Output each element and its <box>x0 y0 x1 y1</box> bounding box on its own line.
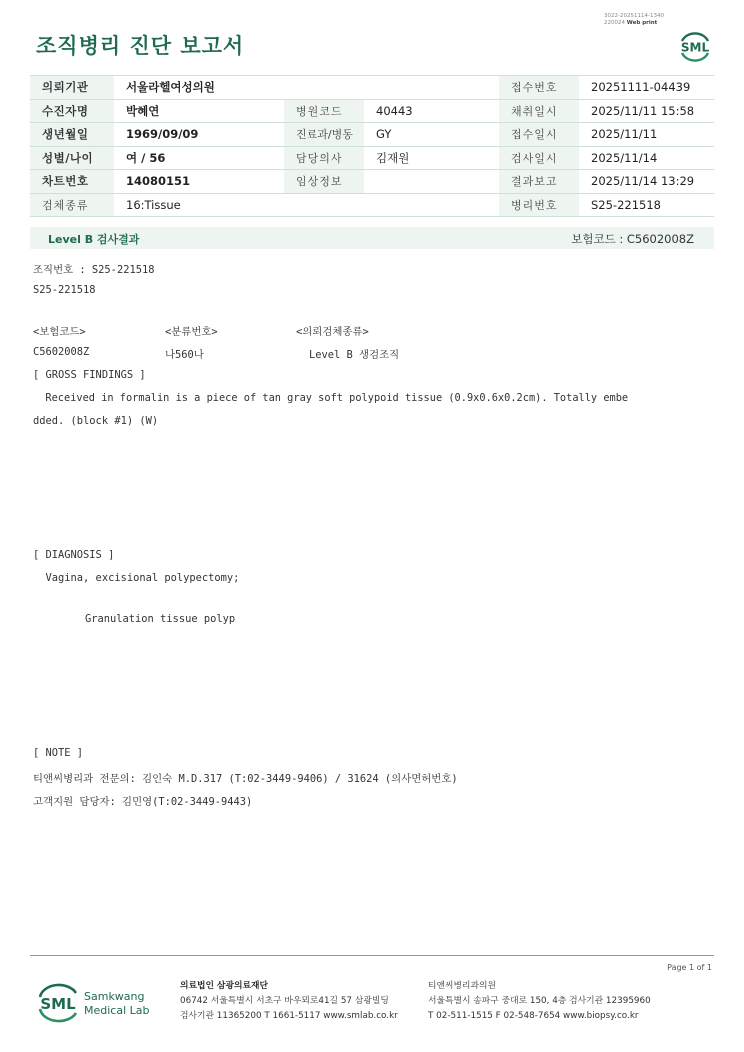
insurance-code: 보험코드 : C5602008Z <box>571 232 694 246</box>
svg-text:Samkwang: Samkwang <box>84 990 145 1003</box>
note-line1: 티앤씨병리과 전문의: 김인숙 M.D.317 (T:02-3449-9406) / 31624 (의사면허번호) <box>33 773 458 785</box>
col-header-specimen-type: <의뢰검체종류> <box>296 326 369 338</box>
gross-findings-line2: dded. (block #1) (W) <box>33 415 159 427</box>
gross-findings-heading: [ GROSS FINDINGS ] <box>33 369 146 381</box>
svg-text:Medical Lab: Medical Lab <box>84 1004 150 1017</box>
gross-findings-line1: Received in formalin is a piece of tan gray soft polypoid tissue (0.9x0.6x0.2cm). Totally embe <box>33 392 629 404</box>
table-row: 성별/나이 여 / 56 담당의사 김재원 검사일시 2025/11/14 <box>30 146 714 170</box>
sml-logo-icon <box>676 27 714 63</box>
lab-info-tnc: 티앤씨병리과의원 서울특별시 송파구 중대로 150, 4층 검사기관 12395960 T 02-511-1515 F 02-548-7654 www.biopsy.co.kr <box>428 981 651 1021</box>
result-section-header <box>30 227 714 249</box>
page-number: Page 1 of 1 <box>667 963 712 972</box>
table-row: 차트번호 14080151 임상정보 결과보고 2025/11/14 13:29 <box>30 170 714 194</box>
tissue-number-line: 조직번호 : S25-221518 <box>33 264 155 276</box>
table-row: 의뢰기관 서울라헬여성의원 접수번호 20251111-04439 <box>30 76 714 100</box>
patient-info-table <box>30 75 714 217</box>
tissue-number-value: S25-221518 <box>33 284 96 296</box>
note-line2: 고객지원 담당자: 김민영(T:02-3449-9443) <box>33 796 253 808</box>
lab-info-samkwang: 의료법인 삼광의료재단 06742 서울특별시 서초구 바우뫼로41길 57 삼광빌딩 검사기관 11365200 T 1661-5117 www.smlab.co.kr <box>180 981 398 1021</box>
col-header-insurance: <보험코드> <box>33 326 86 338</box>
report-title: 조직병리 진단 보고서 <box>36 34 245 58</box>
svg-text:SML: SML <box>40 995 76 1013</box>
diagnosis-line2: Granulation tissue polyp <box>85 613 236 625</box>
table-row: 생년월일 1969/09/09 진료과/병동 GY 접수일시 2025/11/11 <box>30 123 714 147</box>
samkwang-logo-icon <box>36 979 160 1025</box>
col-header-classification: <분류번호> <box>165 326 218 338</box>
diagnosis-line1: Vagina, excisional polypectomy; <box>33 572 240 584</box>
insurance-code-value: C5602008Z <box>33 346 90 358</box>
table-row: 검체종류 16:Tissue 병리번호 S25-221518 <box>30 193 714 217</box>
note-heading: [ NOTE ] <box>33 747 84 759</box>
svg-text:SML: SML <box>680 40 710 55</box>
print-metadata: 3022-20251114-1340 220024 Web print <box>604 13 664 26</box>
table-row: 수진자명 박혜연 병원코드 40443 채취일시 2025/11/11 15:58 <box>30 99 714 123</box>
classification-value: 나560나 <box>165 349 204 361</box>
specimen-type-value: Level B 생검조직 <box>309 349 400 361</box>
footer-divider <box>30 955 714 956</box>
section-title: Level B 검사결과 <box>48 233 140 246</box>
diagnosis-heading: [ DIAGNOSIS ] <box>33 549 115 561</box>
